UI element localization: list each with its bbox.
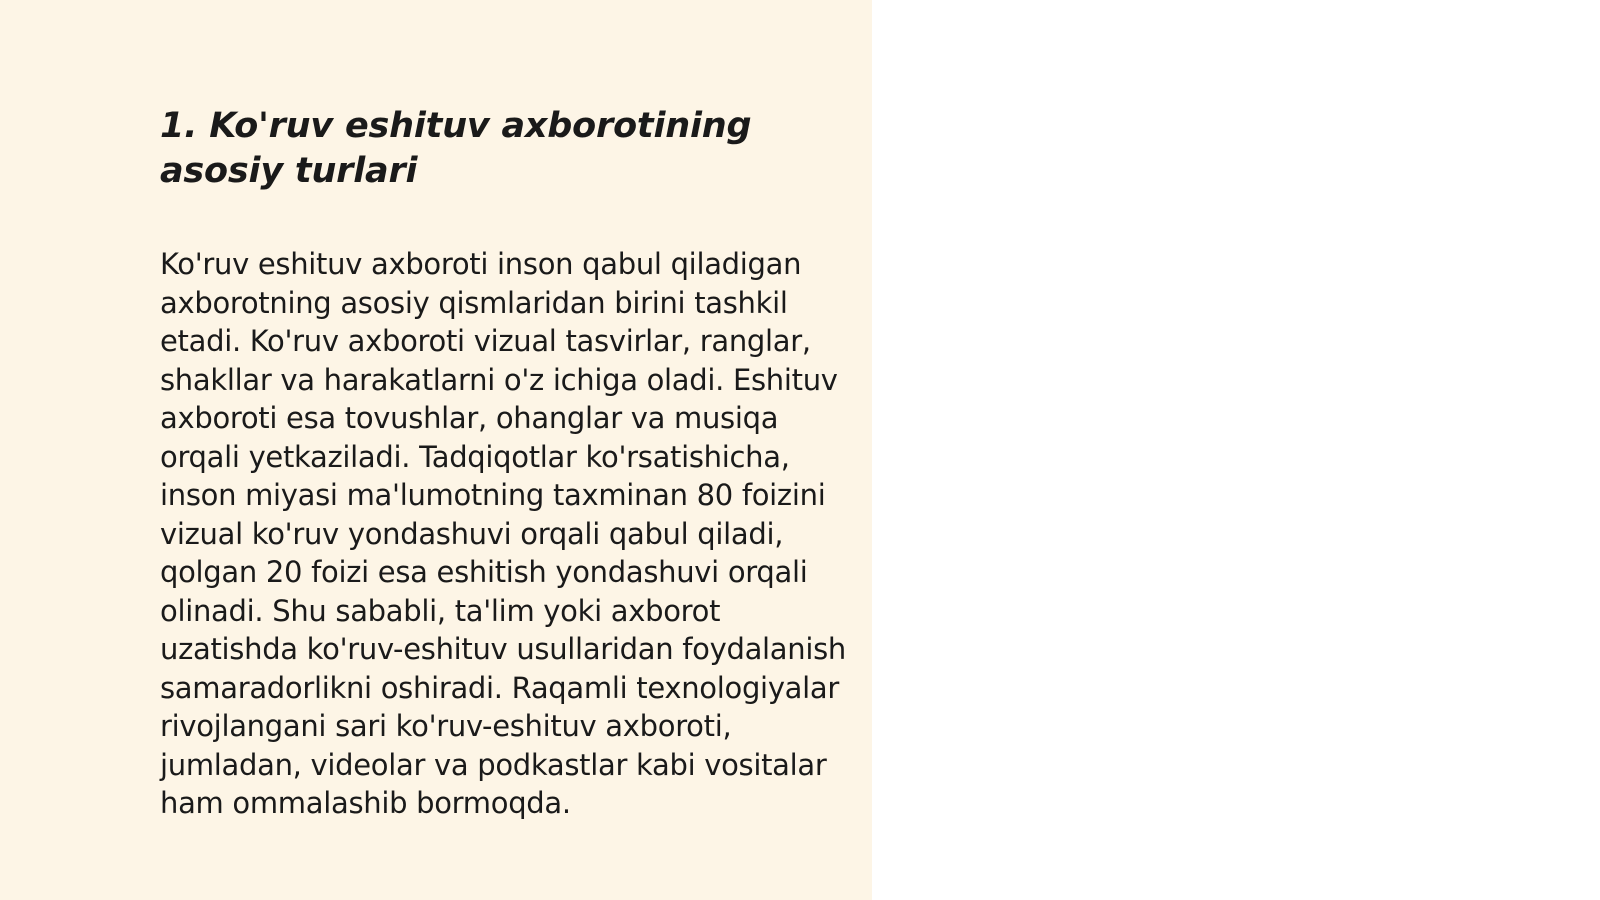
slide-title: 1. Ko'ruv eshituv axborotining asosiy turlari — [160, 106, 752, 191]
blank-image-panel — [872, 0, 1600, 900]
slide-paragraph: Ko'ruv eshituv axboroti inson qabul qiladigan axborotning asosiy qismlaridan birini tashkil etadi. Ko'ruv axboroti vizual tasvirlar, ranglar, shakllar va harakatlarni o'z ichiga oladi. Eshituv axboroti esa tovushlar, ohanglar va musiqa orqali yetkaziladi. Tadqiqotlar ko'rsatishicha, inson miyasi ma'lumotning taxminan 80 foizini vizual ko'ruv yondashuvi orqali qabul qiladi, qolgan 20 foizi esa eshitish yondashuvi orqali olinadi. Shu sababli, ta'lim yoki axborot uzatishda ko'ruv-eshituv usullaridan foydalanish samaradorlikni oshiradi. Raqamli texnologiyalar rivojlangani sari ko'ruv-eshituv axboroti, jumladan, videolar va podkastlar kabi vositalar ham ommalashib bormoqda. — [160, 247, 846, 820]
